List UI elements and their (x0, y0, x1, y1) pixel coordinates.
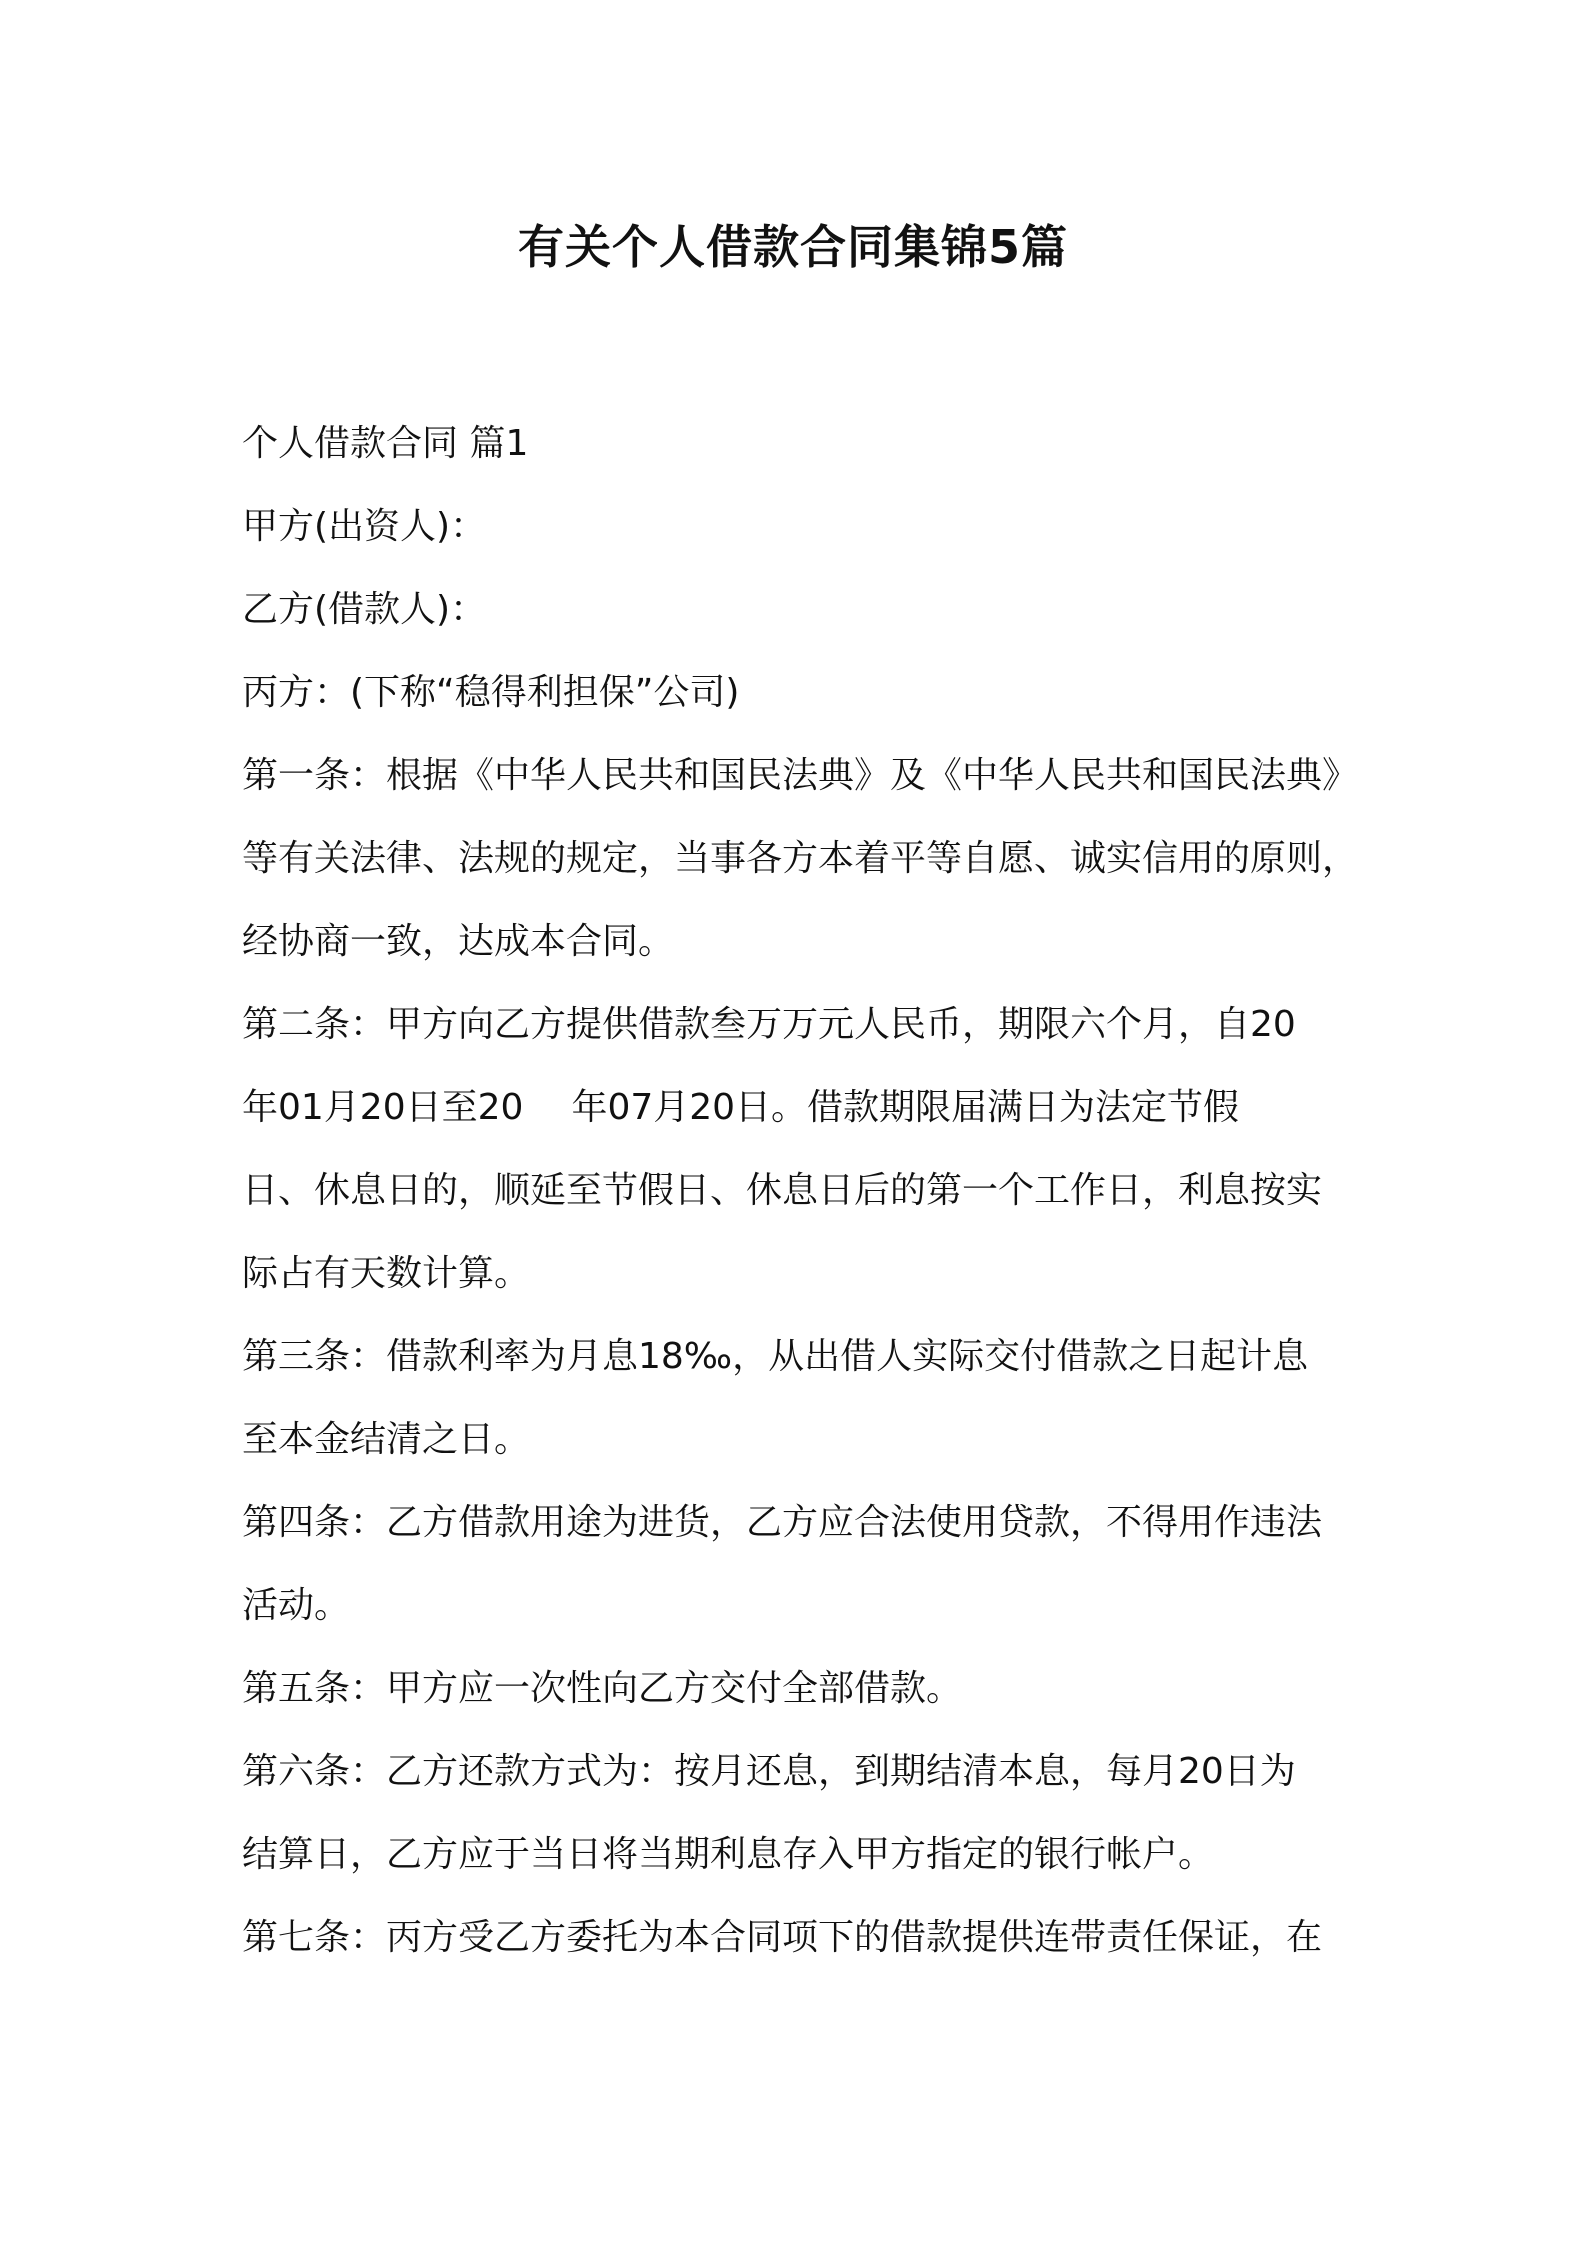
clause-line: 经协商一致，达成本合同。 (242, 921, 675, 962)
party-c-line: 丙方：(下称“稳得利担保”公司) (242, 672, 740, 713)
clause-line (242, 1066, 1362, 1149)
clause-line: 至本金结清之日。 (242, 1419, 531, 1460)
clause-line: 结算日，乙方应于当日将当期利息存入甲方指定的银行帐户。 (242, 1834, 1215, 1875)
clause-line: 第四条：乙方借款用途为进货，乙方应合法使用贷款，不得用作违法 (242, 1502, 1323, 1543)
clause-line: 际占有天数计算。 (242, 1253, 531, 1294)
clause-line: 日、休息日的，顺延至节假日、休息日后的第一个工作日，利息按实 (242, 1170, 1323, 1211)
party-b-line: 乙方(借款人)： (242, 589, 487, 630)
party-a-line: 甲方(出资人)： (242, 506, 487, 547)
clause-line: 等有关法律、法规的规定，当事各方本着平等自愿、诚实信用的原则， (242, 838, 1359, 879)
clause-line: 第五条：甲方应一次性向乙方交付全部借款。 (242, 1668, 963, 1709)
clause-line: 第三条：借款利率为月息18‰，从出借人实际交付借款之日起计息 (242, 1336, 1309, 1377)
section-heading: 个人借款合同 篇1 (242, 423, 529, 464)
clause-line: 第六条：乙方还款方式为：按月还息，到期结清本息，每月20日为 (242, 1751, 1296, 1792)
clause-line: 活动。 (242, 1585, 351, 1626)
clause-line-part: 年01月20日至20 (242, 1087, 524, 1128)
clause-line: 第七条：丙方受乙方委托为本合同项下的借款提供连带责任保证，在 (242, 1917, 1323, 1958)
clause-line-part: 年07月20日。借款期限届满日为法定节假 (571, 1087, 1240, 1128)
document-title: 有关个人借款合同集锦5篇 (517, 220, 1068, 274)
clause-line: 第一条：根据《中华人民共和国民法典》及《中华人民共和国民法典》 (242, 755, 1359, 796)
clause-line: 第二条：甲方向乙方提供借款叁万万元人民币，期限六个月，自20 (242, 1004, 1296, 1045)
document-body (242, 402, 1362, 1979)
